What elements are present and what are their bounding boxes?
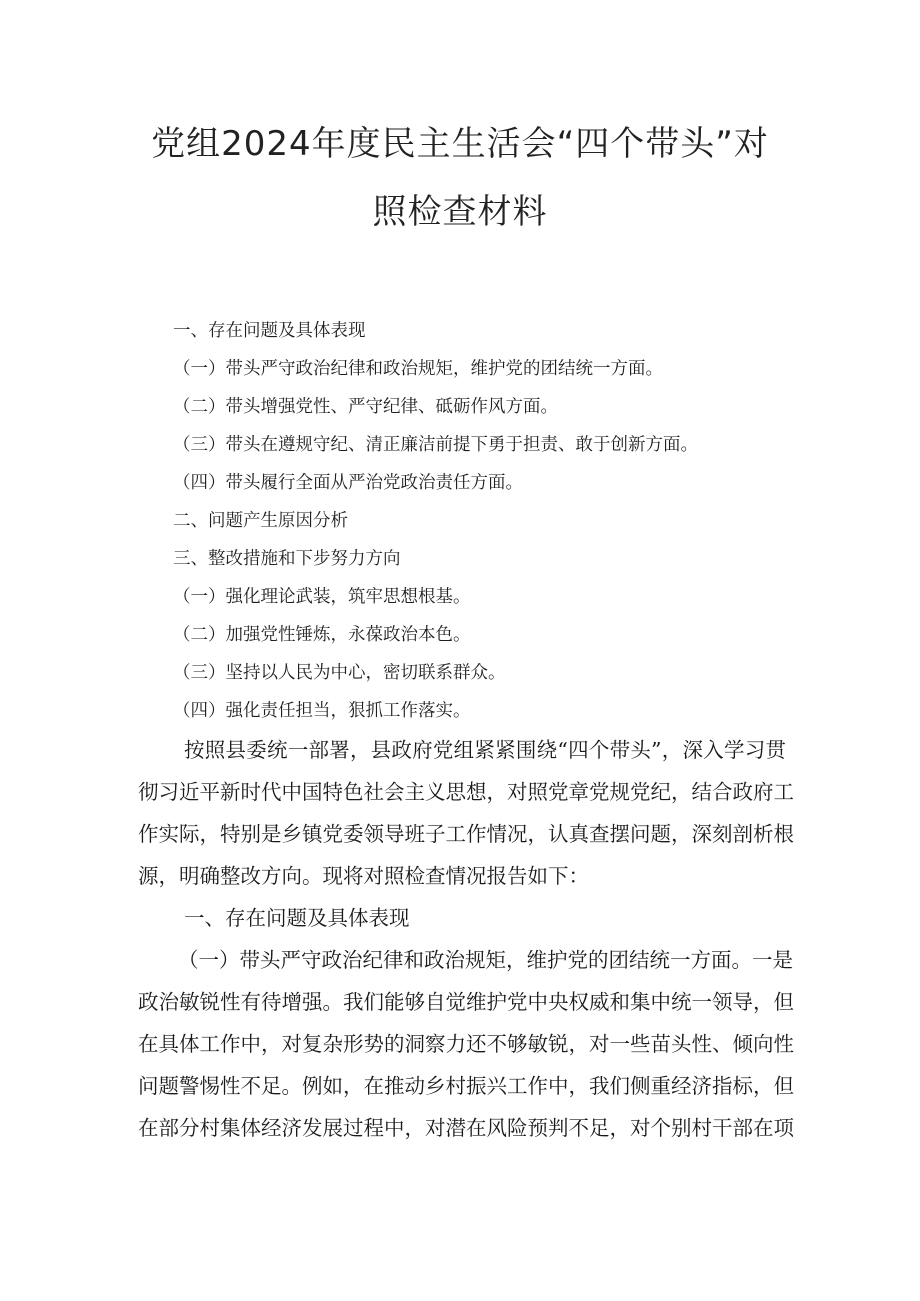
paragraph-line: 作实际，特别是乡镇党委领导班子工作情况，认真查摆问题，深刻剖析根 (138, 822, 794, 846)
paragraph-line: 源，明确整改方向。现将对照检查情况报告如下： (138, 864, 589, 888)
toc-item: （四）带头履行全面从严治党政治责任方面。 (173, 473, 523, 493)
toc-item: （三）坚持以人民为中心，密切联系群众。 (173, 663, 506, 683)
paragraph-line: 在具体工作中，对复杂形势的洞察力还不够敏锐，对一些苗头性、倾向性 (138, 1032, 794, 1056)
paragraph-line: 政治敏锐性有待增强。我们能够自觉维护党中央权威和集中统一领导，但 (138, 990, 794, 1014)
toc-item: （二）加强党性锤炼，永葆政治本色。 (173, 625, 471, 645)
toc-item: （四）强化责任担当，狠抓工作落实。 (173, 701, 471, 721)
toc-item: （三）带头在遵规守纪、清正廉洁前提下勇于担责、敢于创新方面。 (173, 435, 698, 455)
paragraph-line: 彻习近平新时代中国特色社会主义思想，对照党章党规党纪，结合政府工 (138, 780, 794, 804)
toc-item: （一）强化理论武装，筑牢思想根基。 (173, 587, 471, 607)
toc-item: 三、整改措施和下步努力方向 (173, 549, 401, 569)
toc-item: （二）带头增强党性、严守纪律、砥砺作风方面。 (173, 397, 558, 417)
paragraph-line: （一）带头严守政治纪律和政治规矩，维护党的团结统一方面。一是 (178, 948, 793, 972)
toc-item: 二、问题产生原因分析 (173, 511, 348, 531)
paragraph-line: 在部分村集体经济发展过程中，对潜在风险预判不足，对个别村干部在项 (138, 1116, 794, 1140)
document-title-line-2: 照检查材料 (372, 192, 548, 232)
document-title-line-1: 党组2024年度民主生活会“四个带头”对 (151, 124, 769, 164)
section-heading: 一、存在问题及具体表现 (184, 906, 410, 930)
toc-item: 一、存在问题及具体表现 (173, 321, 366, 341)
paragraph-line: 按照县委统一部署，县政府党组紧紧围绕“四个带头”，深入学习贯 (184, 738, 786, 762)
paragraph-line: 问题警惕性不足。例如，在推动乡村振兴工作中，我们侧重经济指标，但 (138, 1074, 794, 1098)
toc-item: （一）带头严守政治纪律和政治规矩，维护党的团结统一方面。 (173, 359, 663, 379)
